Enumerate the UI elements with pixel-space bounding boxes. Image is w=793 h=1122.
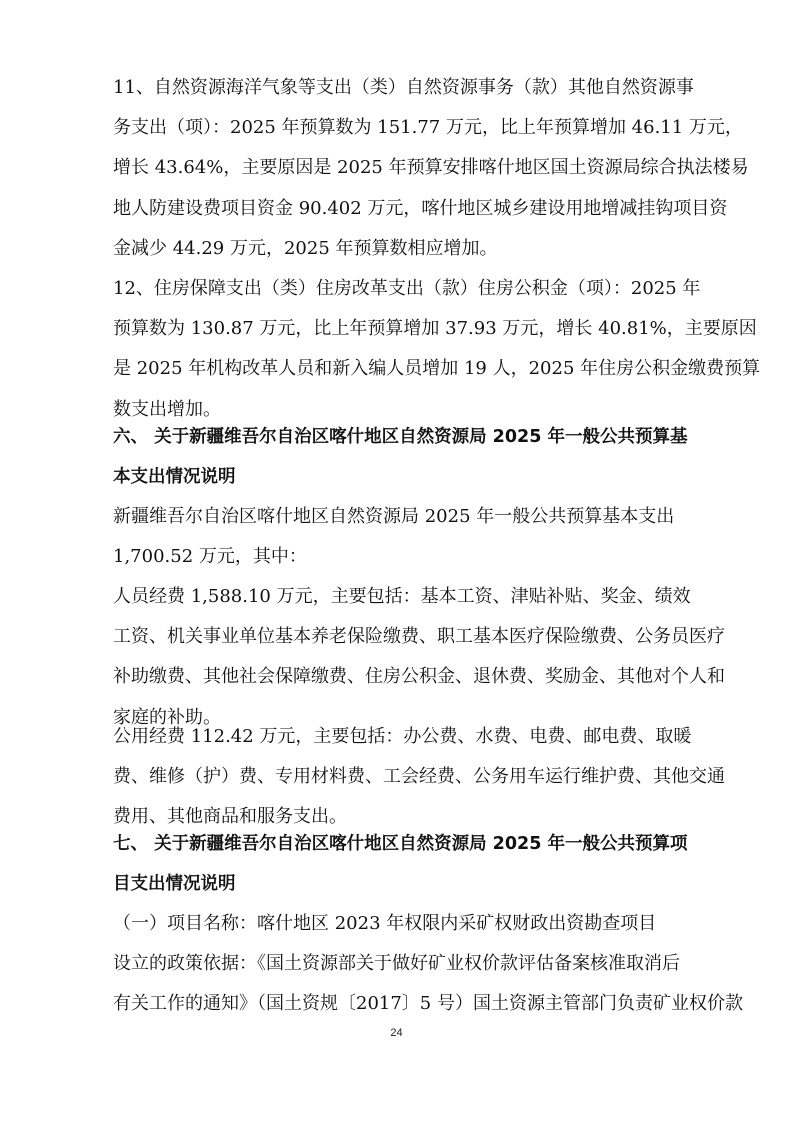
- section-heading-7: [113, 824, 713, 904]
- heading-line: 七、 关于新疆维吾尔自治区喀什地区自然资源局 2025 年一般公共预算项: [113, 834, 688, 854]
- text-line: 公用经费 112.42 万元，主要包括：办公费、水费、电费、邮电费、取暖: [113, 726, 692, 747]
- text-line: 是 2025 年机构改革人员和新入编人员增加 19 人，2025 年住房公积金缴费预算: [113, 358, 761, 380]
- text-line: 工资、机关事业单位基本养老保险缴费、职工基本医疗保险缴费、公务员医疗: [113, 626, 725, 648]
- text-line: 增长 43.64%，主要原因是 2025 年预算安排喀什地区国土资源局综合执法楼易: [113, 157, 749, 179]
- text-line: 补助缴费、其他社会保障缴费、住房公积金、退休费、奖励金、其他对个人和: [113, 666, 725, 688]
- text-line: 务支出（项）：2025 年预算数为 151.77 万元，比上年预算增加 46.11 万元，: [113, 117, 743, 139]
- paragraph-project-name: [113, 904, 713, 944]
- section-heading-6: [113, 417, 713, 497]
- text-line: 费用、其他商品和服务支出。: [113, 806, 347, 828]
- paragraph-item-12: [113, 269, 761, 430]
- text-line: 费、维修（护）费、专用材料费、工会经费、公务用车运行维护费、其他交通: [113, 766, 725, 788]
- text-line: 12、住房保障支出（类）住房改革支出（款）住房公积金（项）：2025 年: [113, 278, 701, 299]
- text-line: 家庭的补助。: [113, 706, 221, 728]
- paragraph-basic-expenditure: [113, 497, 713, 577]
- text-line: 1,700.52 万元，其中：: [113, 546, 307, 568]
- text-line: 数支出增加。: [113, 398, 221, 420]
- text-line: 设立的政策依据：《国土资源部关于做好矿业权价款评估备案核准取消后: [113, 953, 680, 974]
- text-line: （一）项目名称：喀什地区 2023 年权限内采矿权财政出资勘查项目: [113, 913, 657, 934]
- heading-line: 目支出情况说明: [113, 874, 236, 895]
- text-line: 预算数为 130.87 万元，比上年预算增加 37.93 万元，增长 40.81%，主要原因: [113, 318, 757, 340]
- text-line: 新疆维吾尔自治区喀什地区自然资源局 2025 年一般公共预算基本支出: [113, 506, 675, 527]
- text-line: 人员经费 1,588.10 万元，主要包括：基本工资、津贴补贴、奖金、绩效: [113, 586, 691, 607]
- text-line: 地人防建设费项目资金 90.402 万元，喀什地区城乡建设用地增减挂钩项目资: [113, 197, 728, 219]
- page-number: 24: [390, 1027, 403, 1039]
- paragraph-public-expenses: [113, 717, 725, 838]
- text-line: 金减少 44.29 万元，2025 年预算数相应增加。: [113, 237, 498, 259]
- paragraph-policy-basis: [113, 944, 743, 1024]
- paragraph-personnel-expenses: [113, 577, 725, 738]
- heading-line: 六、 关于新疆维吾尔自治区喀什地区自然资源局 2025 年一般公共预算基: [113, 427, 688, 447]
- text-line: 有关工作的通知》（国土资规〔2017〕5 号）国土资源主管部门负责矿业权价款: [113, 993, 743, 1015]
- heading-line: 本支出情况说明: [113, 467, 236, 488]
- paragraph-item-11: [113, 68, 749, 269]
- text-line: 11、自然资源海洋气象等支出（类）自然资源事务（款）其他自然资源事: [113, 77, 694, 98]
